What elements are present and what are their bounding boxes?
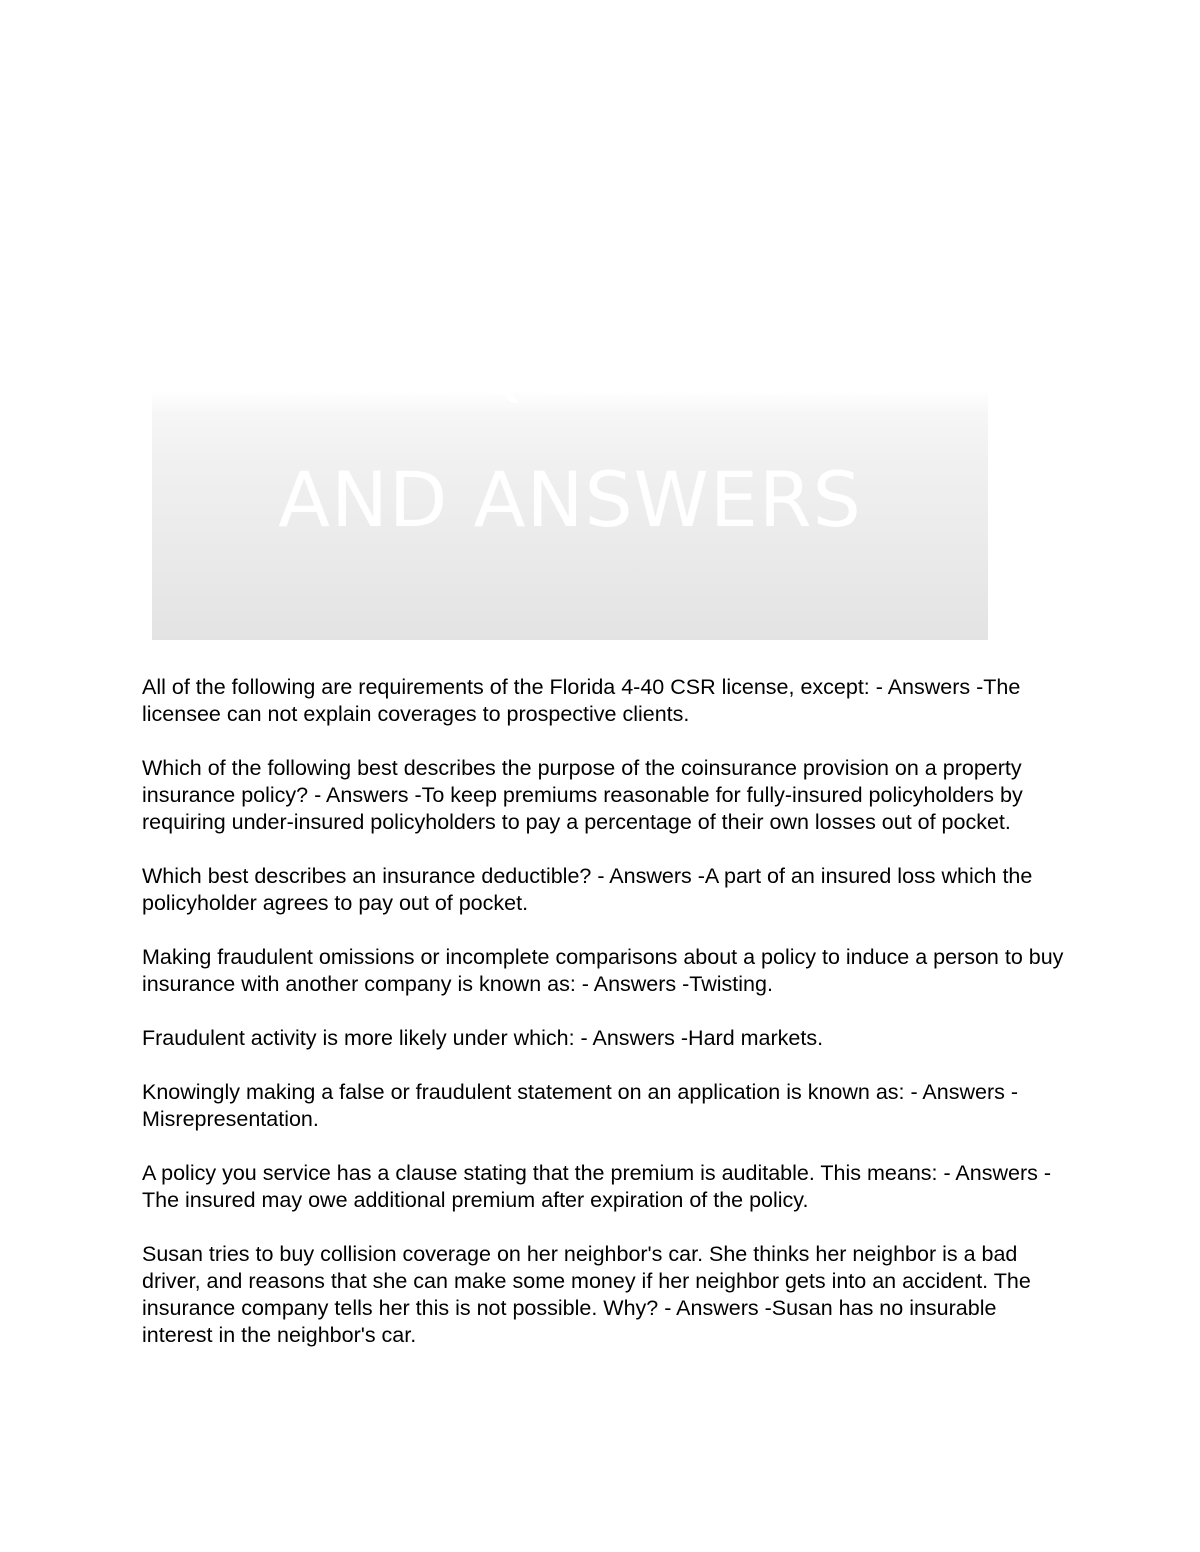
qa-item: A policy you service has a clause stating that the premium is auditable. This means: - Answers -The insured may owe additional premium after expiration of the policy. — [142, 1161, 1052, 1212]
qa-item: Which best describes an insurance deductible? - Answers -A part of an insured loss which the policyholder agrees to pay out of pocket. — [142, 864, 1033, 915]
qa-list — [142, 674, 1064, 1376]
title-banner — [152, 332, 988, 640]
banner-title-line-1: FINAL QUESTIONS — [240, 332, 900, 411]
qa-item: All of the following are requirements of the Florida 4-40 CSR license, except: - Answers -The licensee can not explain coverages to prospective clients. — [142, 675, 1021, 726]
qa-item: Fraudulent activity is more likely under which: - Answers -Hard markets. — [142, 1026, 824, 1050]
qa-item: Making fraudulent omissions or incomplete comparisons about a policy to induce a person to buy insurance with another company is known as: - Answers -Twisting. — [142, 945, 1064, 996]
qa-item: Susan tries to buy collision coverage on her neighbor's car. She thinks her neighbor is a bad driver, and reasons that she can make some money if her neighbor gets into an accident. The insurance company tells her this is not possible. Why? - Answers -Susan has no insurable interest in the neighbor's car. — [142, 1242, 1031, 1347]
banner-title-line-2: AND ANSWERS — [278, 455, 862, 544]
qa-item: Which of the following best describes the purpose of the coinsurance provision on a property insurance policy? - Answers -To keep premiums reasonable for fully-insured policyholders by requiring under-insured policyholders to pay a percentage of their own losses out of pocket. — [142, 756, 1023, 834]
qa-item: Knowingly making a false or fraudulent statement on an application is known as: - Answers -Misrepresentation. — [142, 1080, 1018, 1131]
